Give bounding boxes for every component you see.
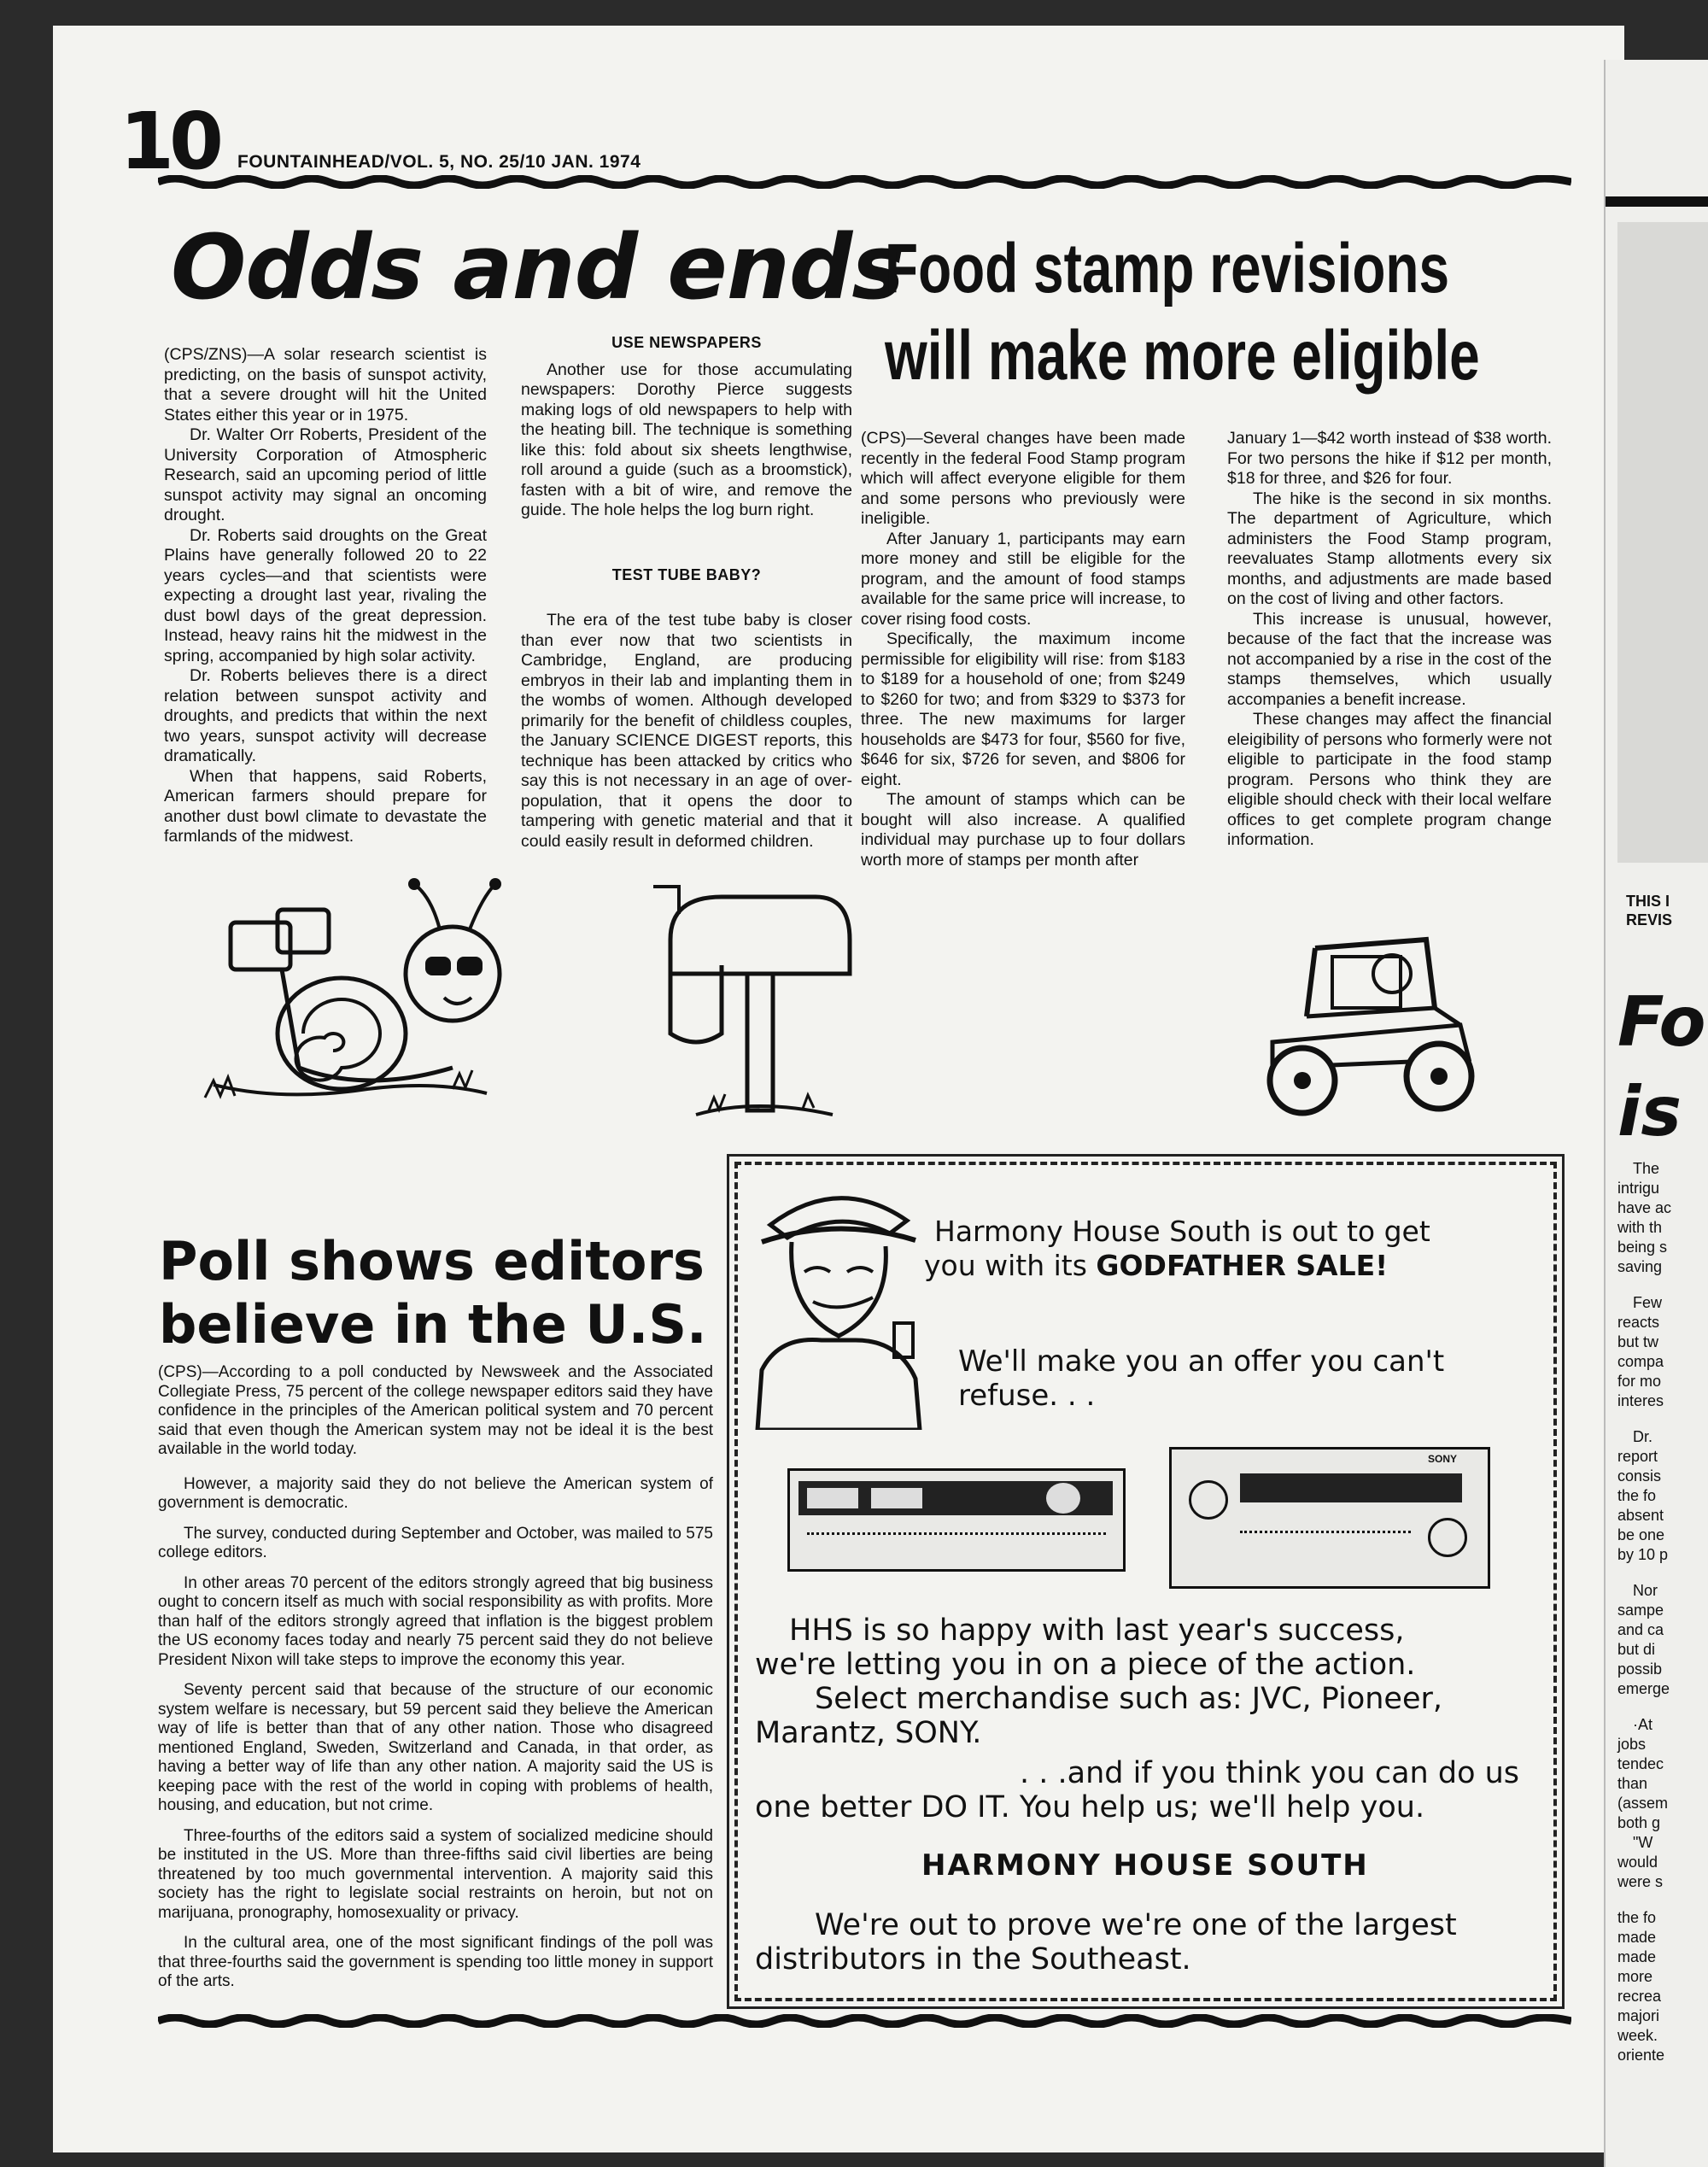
ad-closing-1: We're out to prove we're one of the largest xyxy=(815,1908,1457,1942)
odds-column-1 xyxy=(164,345,487,847)
odds-paragraph: When that happens, said Roberts, American farmers should prepare for another dust bowl climate to devastate the farmlands of the midwest. xyxy=(164,766,487,846)
adjacent-text-fragment: Dr. xyxy=(1633,1428,1653,1445)
odds-paragraph: (CPS/ZNS)—A solar research scientist is predicting, on the basis of sunspot activity, that a severe drought will hit the United States either this year or in 1975. xyxy=(164,345,487,425)
poll-article xyxy=(158,1363,713,2003)
food-paragraph: After January 1, participants may earn more money and still be eligible for the program, and the amount of food stamps available for the same price will increase, to cover rising food costs. xyxy=(861,529,1185,629)
ad-body-1: HHS is so happy with last year's success, xyxy=(789,1614,1405,1648)
ad-headline-2-text: you with its xyxy=(924,1249,1097,1282)
adjacent-text-fragment: but di xyxy=(1617,1641,1656,1658)
adjacent-text-fragment: for mo xyxy=(1617,1373,1662,1390)
adjacent-text-fragment: Few xyxy=(1633,1294,1663,1311)
testtube-text: The era of the test tube baby is closer than ever now that two scientists in Cambridge, England, are producing embryos in their lab and implanting them in the wombs of women. Although developed primarily for the benefit of childless couples, the January SCIENCE DIGEST reports, this technique has been attacked by critics who say this is not necessary in an age of over-population, that it opens the door to tampering with genetic material and that it could easily result in deformed children. xyxy=(521,611,852,851)
adjacent-text-fragment: oriente xyxy=(1617,2047,1665,2064)
odds-paragraph: Dr. Roberts believes there is a direct relation between sunspot activity and droughts, and predicts that within the next two years, sunspot activity will decrease dramatically. xyxy=(164,666,487,765)
ad-offer-2: refuse. . . xyxy=(958,1379,1096,1413)
adjacent-photo xyxy=(1617,222,1708,863)
adjacent-text-fragment: be one xyxy=(1617,1526,1665,1543)
adjacent-text-fragment: interes xyxy=(1617,1392,1664,1409)
adjacent-text-fragment: jobs xyxy=(1617,1736,1647,1753)
ad-body-3: Select merchandise such as: JVC, Pioneer, xyxy=(815,1682,1442,1716)
food-paragraph: Specifically, the maximum income permissible for eligibility will rise: from $183 to $189 for a household of one; from $249 to $260 for two; and from $329 to $373 for three. The new maximums for larger households are $473 for four, $560 for five, $646 for six, $726 for seven, and $806 for eight. xyxy=(861,630,1185,789)
adjacent-text-fragment: absent xyxy=(1617,1507,1664,1524)
mailbox-illustration xyxy=(645,880,867,1127)
odds-headline: Odds and ends xyxy=(171,215,904,319)
adjacent-text-fragment: The xyxy=(1633,1160,1660,1177)
bottom-rule xyxy=(158,2014,1571,2028)
ad-body-6: one better DO IT. You help us; we'll help you. xyxy=(755,1790,1425,1824)
poll-paragraph: The survey, conducted during September and October, was mailed to 575 college editors. xyxy=(158,1524,713,1561)
poll-paragraph: Seventy percent said that because of the structure of our economic system welfare is necessary, but 59 percent said they believe the American way of life is better than that of any other nation. Those who disagreed mentioned England, Sweden, Switzerland and Canada, in that order, as having a better way of life than any other nation. A majority said the US is keeping pace with the rest of the world in coping with problems of health, housing, and education, but not crime. xyxy=(158,1681,713,1814)
adjacent-text-fragment: "W xyxy=(1633,1834,1653,1851)
dateline: FOUNTAINHEAD/VOL. 5, NO. 25/10 JAN. 1974 xyxy=(237,152,641,172)
ad-store-name: HARMONY HOUSE SOUTH xyxy=(921,1848,1369,1883)
receiver-image-1 xyxy=(787,1468,1126,1572)
adjacent-text-fragment: both g xyxy=(1617,1814,1661,1831)
adjacent-text-fragment: report xyxy=(1617,1448,1658,1465)
ad-offer-1: We'll make you an offer you can't xyxy=(958,1344,1445,1379)
odds-paragraph: Dr. Walter Orr Roberts, President of the University Corporation of Atmospheric Research, said an upcoming period of little sunspot activity may signal an oncoming drought. xyxy=(164,425,487,524)
adjacent-text-fragment: the fo xyxy=(1617,1487,1657,1504)
adjacent-text-fragment: ·At xyxy=(1633,1716,1653,1733)
adjacent-text-fragment: tendec xyxy=(1617,1755,1664,1772)
snail-illustration xyxy=(196,871,504,1119)
odds-column-2 xyxy=(521,333,852,852)
poll-paragraph: Three-fourths of the editors said a system of socialized medicine should be instituted in the US. More than three-fifths said civil liberties are being threatened by too much governmental intervention. A majority said this society has the right to legislate social restraints on heroin, but not on marijuana, pronography, homosexuality or privacy. xyxy=(158,1826,713,1922)
poll-paragraph: (CPS)—According to a poll conducted by Newsweek and the Associated Collegiate Press, 75 percent of the college newspaper editors said they have confidence in the principles of the American political system and 70 percent said that even though the American system may not be ideal it is the best available in the world today. xyxy=(158,1363,713,1458)
harmony-house-ad xyxy=(734,1162,1557,2001)
adjacent-text-fragment: Nor xyxy=(1633,1582,1658,1599)
adjacent-text-fragment: (assem xyxy=(1617,1795,1669,1812)
food-headline-1: Food stamp revisions xyxy=(885,230,1450,307)
adjacent-text-fragment: week. xyxy=(1617,2027,1658,2044)
adjacent-text-fragment: would xyxy=(1617,1854,1658,1871)
adjacent-text-fragment: recrea xyxy=(1617,1988,1662,2005)
food-column-2 xyxy=(1227,429,1552,851)
ad-closing-2: distributors in the Southeast. xyxy=(755,1942,1191,1977)
adjacent-text-fragment: consis xyxy=(1617,1467,1662,1485)
godfather-illustration xyxy=(745,1174,933,1430)
food-paragraph: The hike is the second in six months. The department of Agriculture, which administers the Food Stamp program, reevaluates Stamp allotments every six months, and adjustments are made based on the cost of living and other factors. xyxy=(1227,489,1552,608)
adjacent-text-fragment: intrigu xyxy=(1617,1180,1660,1197)
adjacent-text-fragment: made xyxy=(1617,1929,1657,1946)
poll-headline-2: believe in the U.S. xyxy=(159,1293,707,1356)
ad-body-4: Marantz, SONY. xyxy=(755,1716,982,1750)
ad-body-2: we're letting you in on a piece of the action. xyxy=(755,1648,1416,1682)
sony-brand-label: SONY xyxy=(1428,1453,1458,1465)
adjacent-text-fragment: saving xyxy=(1617,1258,1663,1275)
car-illustration xyxy=(1255,922,1486,1119)
adjacent-text-fragment: the fo xyxy=(1617,1909,1657,1926)
food-headline-2: will make more eligible xyxy=(885,317,1480,395)
adjacent-text-fragment: reacts xyxy=(1617,1314,1660,1331)
adjacent-rule xyxy=(1606,196,1708,207)
godfather-sale-text: GODFATHER SALE! xyxy=(1096,1249,1389,1282)
adjacent-text-fragment: majori xyxy=(1617,2007,1660,2024)
adjacent-text-fragment: emerge xyxy=(1617,1680,1670,1697)
adjacent-page xyxy=(1604,60,1708,2167)
ad-headline-1: Harmony House South is out to get xyxy=(934,1215,1430,1248)
poll-paragraph: In the cultural area, one of the most significant findings of the poll was that three-fourths said the government is spending too little money in support of the arts. xyxy=(158,1934,713,1990)
adjacent-text-fragment: possib xyxy=(1617,1660,1663,1678)
top-rule xyxy=(158,175,1571,189)
receiver-image-2 xyxy=(1169,1447,1490,1589)
adjacent-text-fragment: have ac xyxy=(1617,1199,1672,1216)
food-paragraph: (CPS)—Several changes have been made recently in the federal Food Stamp program which will affect everyone eligible for them and some persons who previously were ineligible. xyxy=(861,429,1185,528)
adjacent-headline-1: Fo xyxy=(1617,982,1706,1062)
adjacent-text-fragment: made xyxy=(1617,1948,1657,1965)
adjacent-text-fragment: more xyxy=(1617,1968,1653,1985)
adjacent-caption-2: REVIS xyxy=(1626,911,1673,928)
ad-body-5: . . .and if you think you can do us xyxy=(1020,1756,1520,1790)
adjacent-text-fragment: by 10 p xyxy=(1617,1546,1669,1563)
adjacent-text-fragment: than xyxy=(1617,1775,1648,1792)
newspapers-subhead: USE NEWSPAPERS xyxy=(611,334,762,351)
page-number: 10 xyxy=(120,96,219,187)
food-paragraph: January 1—$42 worth instead of $38 worth. For two persons the hike if $12 per month, $18 for three, and $26 for four. xyxy=(1227,429,1552,488)
adjacent-text-fragment: but tw xyxy=(1617,1333,1659,1350)
adjacent-text-fragment: were s xyxy=(1617,1873,1664,1890)
adjacent-text-fragment: and ca xyxy=(1617,1621,1664,1638)
adjacent-headline-2: is xyxy=(1617,1072,1682,1151)
adjacent-text-fragment: being s xyxy=(1617,1239,1668,1256)
odds-paragraph: Dr. Roberts said droughts on the Great Plains have generally followed 20 to 22 years cycles—and that scientists were expecting a drought last year, rivaling the dust bowl days of the great depression. Instead, heavy rains hit the midwest in the spring, accompanied by high solar activity. xyxy=(164,525,487,665)
food-paragraph: This increase is unusual, however, because of the fact that the increase was not accompanied by a rise in the cost of the stamps themselves, which usually accompanies a benefit increase. xyxy=(1227,609,1552,709)
food-column-1 xyxy=(861,429,1185,870)
poll-paragraph: In other areas 70 percent of the editors strongly agreed that big business ought to concern itself as much with social responsibility as with profits. More than half of the editors strongly agreed that inflation is the biggest problem the US economy faces today and nearly 75 percent said they do not believe President Nixon will take steps to improve the economy this year. xyxy=(158,1573,713,1669)
poll-headline-1: Poll shows editors xyxy=(159,1230,705,1292)
newspapers-text: Another use for those accumulating newspapers: Dorothy Pierce suggests making logs of old newspapers to help with the heating bill. The technique is something like this: fold about six sheets lengthwise, roll around a guide (such as a broomstick), fasten with a bit of wire, and remove the guide. The hole helps the log burn right. xyxy=(521,360,852,519)
poll-paragraph: However, a majority said they do not believe the American system of government is democratic. xyxy=(158,1474,713,1512)
adjacent-text-fragment: sampe xyxy=(1617,1602,1664,1619)
adjacent-text-fragment: with th xyxy=(1617,1219,1663,1236)
adjacent-caption-1: THIS I xyxy=(1626,893,1670,910)
testtube-subhead: TEST TUBE BABY? xyxy=(611,565,762,583)
ad-headline-2 xyxy=(924,1249,1388,1282)
food-paragraph: The amount of stamps which can be bought will also increase. A qualified individual may purchase up to four dollars worth more of stamps per month after xyxy=(861,790,1185,870)
adjacent-text-fragment: compa xyxy=(1617,1353,1664,1370)
food-paragraph: These changes may affect the financial eleigibility of persons who formerly were not eligible to participate in the food stamp program. Persons who think they are eligible should check with their local welfare offices to get complete program change information. xyxy=(1227,710,1552,849)
